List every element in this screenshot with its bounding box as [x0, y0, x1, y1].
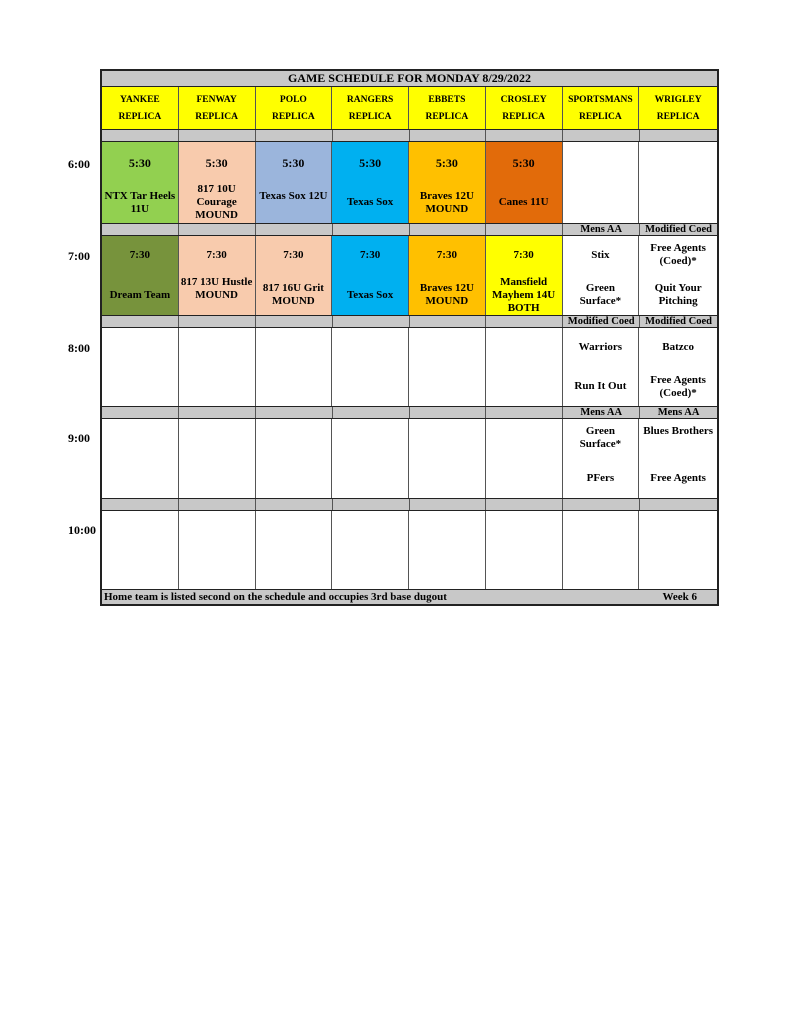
game-cell: 7:30 817 13U Hustle MOUND	[179, 236, 256, 315]
empty-cell	[102, 511, 179, 589]
separator-row	[100, 406, 719, 419]
game-cell: 7:30 Braves 12U MOUND	[409, 236, 486, 315]
division-label: Modified Coed	[645, 316, 712, 327]
time-label-10: 10:00	[68, 523, 96, 537]
time-label-6: 6:00	[68, 157, 90, 171]
field-header-row	[100, 87, 719, 129]
separator-row	[100, 223, 719, 236]
game-cell: 5:30 Braves 12U MOUND	[409, 142, 486, 223]
separator-row	[100, 498, 719, 511]
separator-row	[100, 315, 719, 328]
empty-cell	[563, 142, 640, 223]
adult-game-cell: Stix Green Surface*	[563, 236, 640, 315]
time-row-10	[100, 511, 719, 589]
game-cell: 5:30 Texas Sox 12U	[256, 142, 333, 223]
empty-cell	[179, 511, 256, 589]
empty-cell	[102, 419, 179, 498]
empty-cell	[256, 419, 333, 498]
field-header: YANKEE REPLICA	[102, 87, 179, 129]
field-header: RANGERS REPLICA	[332, 87, 409, 129]
game-cell: 5:30 817 10U Courage MOUND	[179, 142, 256, 223]
empty-cell	[102, 328, 179, 406]
week-label: Week 6	[662, 591, 697, 603]
time-row-8	[100, 328, 719, 406]
schedule-footer	[100, 589, 719, 606]
empty-cell	[639, 142, 717, 223]
game-cell: 5:30 NTX Tar Heels 11U	[102, 142, 179, 223]
division-label: Modified Coed	[563, 316, 640, 327]
empty-cell	[486, 511, 563, 589]
empty-cell	[563, 511, 640, 589]
home-team-note: Home team is listed second on the schedule and occupies 3rd base dugout	[104, 591, 447, 603]
division-label: Mens AA	[563, 407, 640, 418]
division-label: Mens AA	[563, 224, 640, 235]
empty-cell	[409, 511, 486, 589]
game-cell: 5:30 Canes 11U	[486, 142, 563, 223]
field-header: SPORTSMANS REPLICA	[563, 87, 640, 129]
division-label: Mens AA	[657, 407, 700, 418]
field-header: WRIGLEY REPLICA	[639, 87, 717, 129]
game-cell: 7:30 817 16U Grit MOUND	[256, 236, 333, 315]
time-label-7: 7:00	[68, 249, 90, 263]
game-cell: 5:30 Texas Sox	[332, 142, 409, 223]
time-row-6	[100, 142, 719, 223]
empty-cell	[179, 328, 256, 406]
empty-cell	[332, 511, 409, 589]
empty-cell	[332, 419, 409, 498]
game-cell: 7:30 Mansfield Mayhem 14U BOTH	[486, 236, 563, 315]
time-row-9	[100, 419, 719, 498]
field-header: CROSLEY REPLICA	[486, 87, 563, 129]
empty-cell	[409, 328, 486, 406]
field-header: FENWAY REPLICA	[179, 87, 256, 129]
adult-game-cell: Warriors Run It Out	[563, 328, 640, 406]
time-label-9: 9:00	[68, 431, 90, 445]
field-header: POLO REPLICA	[256, 87, 333, 129]
adult-game-cell: Free Agents (Coed)* Quit Your Pitching	[650, 242, 706, 307]
field-header: EBBETS REPLICA	[409, 87, 486, 129]
schedule-table	[100, 69, 719, 606]
empty-cell	[256, 328, 333, 406]
empty-cell	[179, 419, 256, 498]
empty-cell	[486, 419, 563, 498]
division-label: Modified Coed	[645, 224, 712, 235]
empty-cell	[409, 419, 486, 498]
time-row-7	[100, 236, 719, 315]
empty-cell	[332, 328, 409, 406]
adult-game-cell: Blues Brothers Free Agents	[643, 425, 714, 484]
adult-game-cell: Green Surface* PFers	[563, 419, 640, 498]
empty-cell	[639, 511, 717, 589]
separator-row	[100, 129, 719, 142]
game-cell: 7:30 Texas Sox	[332, 236, 409, 315]
schedule-title: GAME SCHEDULE FOR MONDAY 8/29/2022	[100, 69, 719, 87]
empty-cell	[486, 328, 563, 406]
adult-game-cell: Batzco Free Agents (Coed)*	[650, 341, 706, 399]
game-cell: 7:30 Dream Team	[102, 236, 179, 315]
time-label-8: 8:00	[68, 341, 90, 355]
empty-cell	[256, 511, 333, 589]
